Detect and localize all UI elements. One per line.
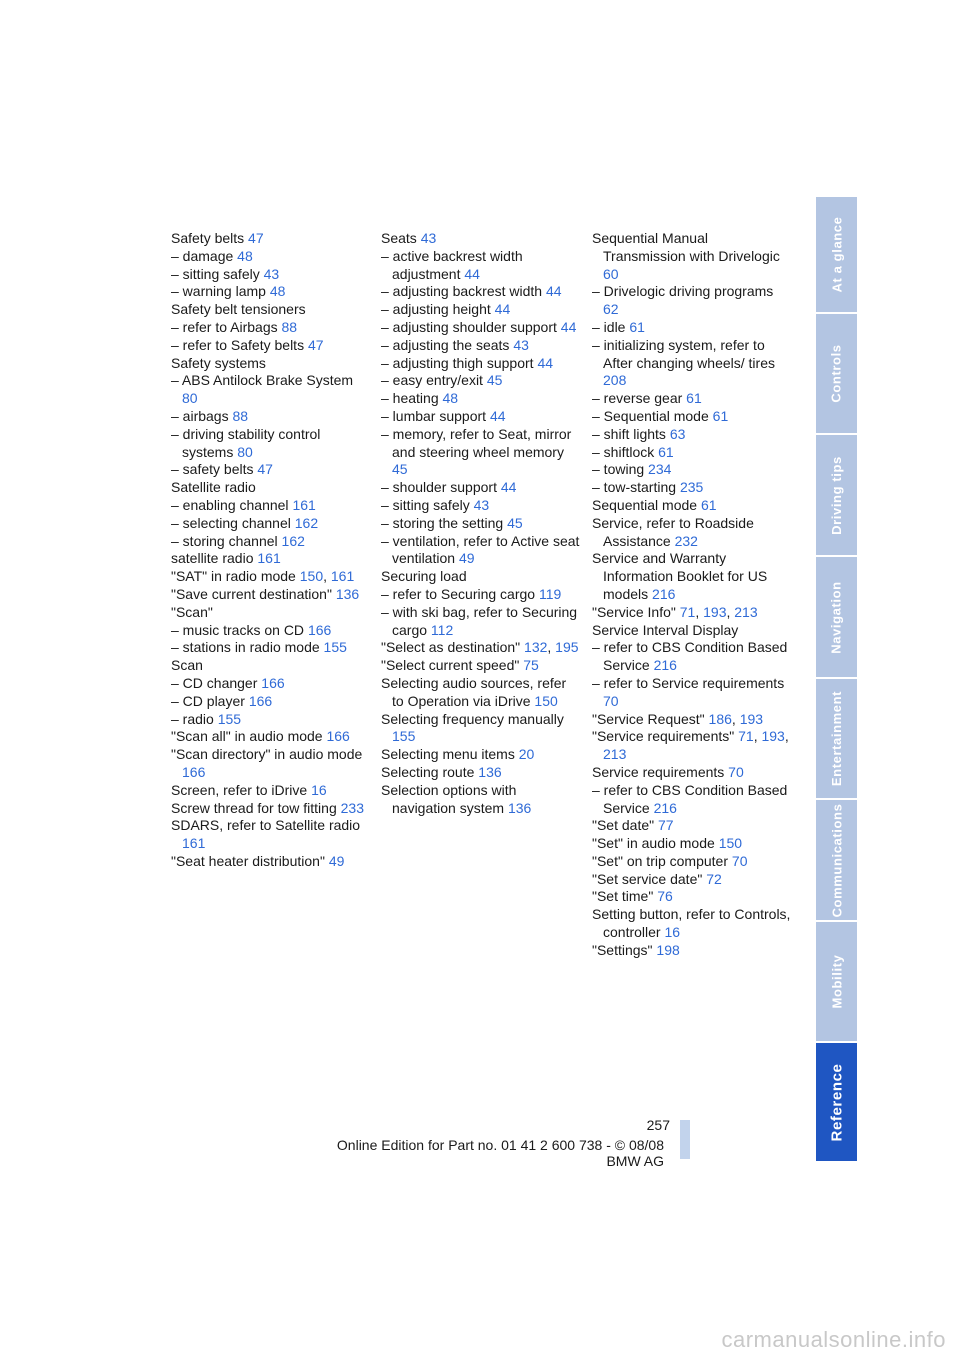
page-ref-link[interactable]: 80 bbox=[237, 443, 253, 460]
entry-term: "Set time" bbox=[592, 888, 654, 905]
entry-term: – refer to Service requirements bbox=[592, 674, 785, 691]
index-entry bbox=[381, 372, 581, 390]
sidebar-tab-reference[interactable] bbox=[816, 1043, 857, 1161]
page-ref-link[interactable]: 48 bbox=[237, 247, 253, 264]
index-entry bbox=[171, 533, 371, 551]
entry-term: "Save current destination" bbox=[171, 585, 332, 602]
page-ref-link[interactable]: 62 bbox=[603, 301, 619, 318]
index-entry bbox=[381, 230, 581, 248]
entry-term: "Service Request" bbox=[592, 710, 705, 727]
entry-term: – refer to Safety belts bbox=[171, 336, 305, 353]
entry-term: – music tracks on CD bbox=[171, 621, 305, 638]
entry-term: "Set service date" bbox=[592, 870, 703, 887]
page-ref-link[interactable]: 150 bbox=[534, 692, 558, 709]
entry-term: – enabling channel bbox=[171, 496, 289, 513]
sidebar-tab-label: Entertainment bbox=[829, 690, 845, 787]
index-entry bbox=[592, 906, 792, 942]
page-ref-link[interactable]: 43 bbox=[473, 496, 490, 513]
index-entry bbox=[171, 746, 371, 782]
index-entry bbox=[381, 301, 581, 319]
page-ref-link[interactable]: 161 bbox=[182, 835, 206, 852]
index-entry bbox=[171, 515, 371, 533]
sidebar-tab-entertainment[interactable] bbox=[816, 679, 857, 798]
page-ref-link[interactable]: 136 bbox=[478, 763, 502, 780]
entry-term: Screen, refer to iDrive bbox=[171, 781, 308, 798]
index-entry bbox=[592, 675, 792, 711]
page-ref-link[interactable]: 166 bbox=[182, 763, 206, 780]
watermark bbox=[0, 1321, 960, 1358]
page-ref-link[interactable]: 61 bbox=[686, 390, 702, 407]
index-entry bbox=[381, 408, 581, 426]
page-ref-link[interactable]: 75 bbox=[523, 657, 539, 674]
entry-term: "Seat heater distribution" bbox=[171, 852, 325, 869]
index-column-2 bbox=[381, 230, 581, 817]
page-ref-link[interactable]: 88 bbox=[281, 318, 298, 335]
sidebar-tab-controls[interactable] bbox=[816, 314, 857, 433]
page-ref-link[interactable]: 44 bbox=[489, 407, 506, 424]
sidebar-tab-driving-tips[interactable] bbox=[816, 435, 857, 555]
index-entry bbox=[592, 835, 792, 853]
page-ref-link[interactable]: 208 bbox=[603, 372, 627, 389]
index-entry bbox=[171, 657, 371, 675]
page-ref-link[interactable]: 44 bbox=[494, 301, 511, 318]
entry-term: "SAT" in radio mode bbox=[171, 568, 296, 585]
index-entry bbox=[592, 871, 792, 889]
entry-term: "Select current speed" bbox=[381, 657, 520, 674]
entry-term: "Scan directory" in audio mode bbox=[171, 746, 363, 763]
page-ref-link[interactable]: 48 bbox=[442, 390, 459, 407]
entry-term: Service Interval Display bbox=[592, 621, 739, 638]
page-ref-link[interactable]: 155 bbox=[392, 728, 416, 745]
page-ref-link[interactable]: 213 bbox=[603, 746, 627, 763]
sidebar-tab-label: Communications bbox=[829, 803, 845, 917]
entry-term: – initializing system, refer to After changing wheels/ tires bbox=[592, 336, 775, 371]
page-ref-link[interactable]: 216 bbox=[653, 657, 677, 674]
entry-term: "Settings" bbox=[592, 941, 653, 958]
entry-term: Service and Warranty Information Booklet for US models bbox=[592, 550, 768, 602]
sidebar-tab-mobility[interactable] bbox=[816, 922, 857, 1041]
index-entry bbox=[381, 764, 581, 782]
page-ref-link[interactable]: 16 bbox=[664, 924, 681, 941]
entry-term: Screw thread for tow fitting bbox=[171, 799, 337, 816]
page-ref-link[interactable]: 162 bbox=[281, 532, 305, 549]
entry-term: – refer to Airbags bbox=[171, 318, 278, 335]
entry-term: "Scan all" in audio mode bbox=[171, 728, 323, 745]
sidebar-tab-communications[interactable] bbox=[816, 800, 857, 920]
page-ref-link[interactable]: 213 bbox=[734, 603, 758, 620]
entry-term: – shoulder support bbox=[381, 479, 497, 496]
index-entry bbox=[381, 657, 581, 675]
entry-term: – radio bbox=[171, 710, 214, 727]
page-ref-link[interactable]: 119 bbox=[538, 585, 562, 602]
index-entry bbox=[171, 319, 371, 337]
page-ref-link[interactable]: 161 bbox=[292, 496, 316, 513]
index-entry bbox=[171, 301, 371, 319]
entry-term: satellite radio bbox=[171, 550, 254, 567]
page-ref-link[interactable]: 77 bbox=[657, 817, 674, 834]
page-ref-link[interactable]: 71 bbox=[738, 728, 754, 745]
page-ref-link[interactable]: 61 bbox=[658, 443, 674, 460]
page-ref-link[interactable]: 43 bbox=[420, 230, 437, 246]
entry-term: – refer to CBS Condition Based Service bbox=[592, 781, 788, 816]
index-entry bbox=[592, 230, 792, 283]
index-entry bbox=[592, 764, 792, 782]
index-entry bbox=[171, 622, 371, 640]
watermark-text: carmanualsonline.info bbox=[721, 1326, 946, 1352]
entry-term: Selecting route bbox=[381, 763, 475, 780]
sidebar-tab-navigation[interactable] bbox=[816, 557, 857, 677]
edition-note: Online Edition for Part no. 01 41 2 600 738 - © 08/08 BMW AG bbox=[336, 1137, 664, 1169]
index-entry bbox=[171, 675, 371, 693]
page-ref-link[interactable]: 45 bbox=[392, 461, 408, 478]
index-entry bbox=[381, 533, 581, 569]
entry-term: "Service Info" bbox=[592, 603, 676, 620]
index-entry bbox=[171, 782, 371, 800]
entry-term: – Sequential mode bbox=[592, 407, 709, 424]
entry-term: – ventilation, refer to Active seat ventilation bbox=[381, 532, 580, 567]
page-ref-link[interactable]: 88 bbox=[232, 407, 249, 424]
index-entry bbox=[171, 800, 371, 818]
index-entry: "SAT" in radio mode 150, 161 bbox=[171, 568, 355, 585]
index-entry bbox=[592, 942, 792, 960]
entry-term: – refer to Securing cargo bbox=[381, 585, 536, 602]
page-ref-link[interactable]: 47 bbox=[248, 230, 264, 246]
entry-term: – refer to CBS Condition Based Service bbox=[592, 639, 788, 674]
index-entry bbox=[171, 586, 371, 604]
page-ref-link[interactable]: 43 bbox=[263, 265, 280, 282]
page-ref-link[interactable]: 48 bbox=[269, 283, 286, 300]
page-ref-link[interactable]: 195 bbox=[555, 639, 579, 656]
entry-term: – towing bbox=[592, 461, 645, 478]
page-ref-link[interactable]: 45 bbox=[507, 514, 523, 531]
index-entry: "Select as destination" 132, 195 bbox=[381, 639, 579, 656]
page-ref-link[interactable]: 47 bbox=[257, 461, 273, 478]
page-ref-link[interactable]: 150 bbox=[718, 835, 743, 852]
page-ref-link[interactable]: 44 bbox=[537, 354, 554, 371]
index-entry bbox=[171, 461, 371, 479]
page-ref-link[interactable]: 198 bbox=[656, 941, 680, 958]
index-entry bbox=[592, 888, 792, 906]
entry-term: – easy entry/exit bbox=[381, 372, 483, 389]
entry-term: Selecting menu items bbox=[381, 746, 515, 763]
page-ref-link[interactable]: 193 bbox=[703, 603, 727, 620]
entry-term: – active backrest width adjustment bbox=[381, 247, 523, 282]
page-ref-link[interactable]: 47 bbox=[307, 336, 324, 353]
entry-term: Service, refer to Roadside Assistance bbox=[592, 514, 754, 549]
entry-term: Sequential mode bbox=[592, 496, 698, 513]
sidebar-tab-label: At a glance bbox=[829, 216, 844, 293]
entry-term: – lumbar support bbox=[381, 407, 487, 424]
index-entry bbox=[381, 355, 581, 373]
entry-term: – storing the setting bbox=[381, 514, 504, 531]
entry-term: – ABS Antilock Brake System bbox=[171, 372, 354, 389]
index-entry bbox=[592, 444, 792, 462]
page-ref-link[interactable]: 49 bbox=[458, 550, 475, 567]
sidebar-tab-at-a-glance[interactable] bbox=[816, 197, 857, 312]
index-entry bbox=[171, 853, 371, 871]
entry-term: – adjusting height bbox=[381, 301, 491, 318]
page-ref-link[interactable]: 61 bbox=[629, 318, 645, 335]
entry-term: Selection options with navigation system bbox=[381, 781, 517, 816]
index-entry bbox=[592, 622, 792, 640]
entry-term: – adjusting shoulder support bbox=[381, 318, 557, 335]
page-number: 257 bbox=[646, 1117, 670, 1133]
entry-term: – selecting channel bbox=[171, 514, 291, 531]
entry-term: Service requirements bbox=[592, 763, 725, 780]
index-entry bbox=[381, 390, 581, 408]
entry-term: "Set date" bbox=[592, 817, 655, 834]
index-entry: "Service Info" 71, 193, 213 bbox=[592, 603, 758, 620]
page-ref-link[interactable]: 162 bbox=[294, 514, 319, 531]
entry-term: – tow-starting bbox=[592, 479, 677, 496]
page-ref-link[interactable]: 161 bbox=[330, 568, 355, 585]
index-entry bbox=[171, 337, 371, 355]
index-entry bbox=[171, 266, 371, 284]
page-ref-link[interactable]: 166 bbox=[261, 674, 285, 691]
page-ref-link[interactable]: 166 bbox=[326, 728, 350, 745]
sidebar-tab-label: Mobility bbox=[829, 954, 844, 1009]
entry-term: "Set" on trip computer bbox=[592, 852, 729, 869]
page-ref-link[interactable]: 136 bbox=[335, 585, 360, 602]
page-ref-link[interactable]: 166 bbox=[248, 692, 273, 709]
index-entry bbox=[381, 746, 581, 764]
entry-term: "Set" in audio mode bbox=[592, 835, 715, 852]
sidebar-tab-label: Reference bbox=[828, 1063, 846, 1141]
entry-term: Setting button, refer to Controls, controller bbox=[592, 906, 791, 941]
index-entry bbox=[592, 337, 792, 390]
page-ref-link[interactable]: 193 bbox=[761, 728, 785, 745]
index-entry bbox=[381, 711, 581, 747]
entry-term: – heating bbox=[381, 390, 439, 407]
page-ref-link[interactable]: 155 bbox=[217, 710, 242, 727]
index-entry bbox=[171, 497, 371, 515]
chapter-sidebar bbox=[816, 197, 857, 1161]
index-entry bbox=[381, 782, 581, 818]
index-entry bbox=[592, 782, 792, 818]
index-entry bbox=[171, 693, 371, 711]
page-ref-link[interactable]: 233 bbox=[340, 799, 364, 816]
entry-term: "Service requirements" bbox=[592, 728, 735, 745]
index-entry bbox=[381, 426, 581, 479]
entry-term: "Scan" bbox=[171, 603, 213, 620]
page-ref-link[interactable]: 44 bbox=[545, 283, 562, 300]
page-ref-link[interactable]: 44 bbox=[500, 479, 517, 496]
page-ref-link[interactable]: 44 bbox=[560, 318, 577, 335]
index-column-3 bbox=[592, 230, 792, 960]
index-entry bbox=[592, 319, 792, 337]
page-ref-link[interactable]: 232 bbox=[674, 532, 698, 549]
index-entry bbox=[381, 283, 581, 301]
index-entry bbox=[171, 817, 371, 853]
page-ref-link[interactable]: 235 bbox=[679, 479, 704, 496]
index-entry bbox=[592, 426, 792, 444]
page-ref-link[interactable]: 63 bbox=[669, 425, 686, 442]
entry-term: Selecting audio sources, refer to Operation via iDrive bbox=[381, 674, 567, 709]
page-ref-link[interactable]: 155 bbox=[323, 639, 347, 656]
index-entry bbox=[592, 853, 792, 871]
entry-term: – sitting safely bbox=[381, 496, 470, 513]
index-column-1 bbox=[171, 230, 371, 871]
sidebar-tab-label: Controls bbox=[829, 344, 844, 403]
entry-term: – CD player bbox=[171, 692, 245, 709]
page-ref-link[interactable]: 216 bbox=[652, 585, 676, 602]
index-entry bbox=[381, 479, 581, 497]
entry-term: – damage bbox=[171, 247, 234, 264]
page-ref-link[interactable]: 61 bbox=[700, 496, 717, 513]
index-entry bbox=[171, 230, 371, 248]
page-ref-link[interactable]: 61 bbox=[712, 407, 729, 424]
entry-term: – with ski bag, refer to Securing cargo bbox=[381, 603, 578, 638]
entry-term: – shift lights bbox=[592, 425, 666, 442]
page-ref-link[interactable]: 186 bbox=[708, 710, 732, 727]
page-ref-link[interactable]: 150 bbox=[299, 568, 324, 585]
page-ref-link[interactable]: 76 bbox=[657, 888, 673, 905]
index-entry bbox=[592, 461, 792, 479]
index-entry bbox=[171, 283, 371, 301]
entry-term: Securing load bbox=[381, 568, 467, 585]
entry-term: – idle bbox=[592, 318, 626, 335]
page-ref-link[interactable]: 45 bbox=[486, 372, 503, 389]
entry-term: – warning lamp bbox=[171, 283, 266, 300]
index-entry bbox=[171, 728, 371, 746]
index-entry bbox=[592, 550, 792, 603]
page-ref-link[interactable]: 43 bbox=[513, 336, 529, 353]
index-entry bbox=[171, 408, 371, 426]
page-ref-link[interactable]: 70 bbox=[728, 763, 744, 780]
entry-term: – sitting safely bbox=[171, 265, 260, 282]
entry-term: – shiftlock bbox=[592, 443, 655, 460]
index-entry bbox=[171, 372, 371, 408]
page-ref-link[interactable]: 112 bbox=[430, 621, 454, 638]
page-ref-link[interactable]: 136 bbox=[507, 799, 532, 816]
entry-term: Safety belt tensioners bbox=[171, 301, 306, 318]
entry-term: – Drivelogic driving programs bbox=[592, 283, 774, 300]
index-entry bbox=[381, 586, 581, 604]
index-entry: "Service requirements" 71, 193, 213 bbox=[592, 728, 789, 763]
page-ref-link[interactable]: 44 bbox=[464, 265, 480, 282]
entry-term: – adjusting the seats bbox=[381, 336, 510, 353]
index-entry bbox=[381, 675, 581, 711]
sidebar-tab-label: Driving tips bbox=[829, 455, 844, 535]
page-ref-link[interactable]: 161 bbox=[257, 550, 281, 567]
entry-term: – CD changer bbox=[171, 674, 258, 691]
entry-term: – adjusting thigh support bbox=[381, 354, 534, 371]
entry-term: – safety belts bbox=[171, 461, 254, 478]
entry-term: – driving stability control systems bbox=[171, 425, 321, 460]
index-entry bbox=[171, 639, 371, 657]
entry-term: – reverse gear bbox=[592, 390, 683, 407]
entry-term: Satellite radio bbox=[171, 479, 256, 496]
index-entry bbox=[592, 283, 792, 319]
index-entry bbox=[381, 604, 581, 640]
index-entry bbox=[171, 248, 371, 266]
entry-term: – adjusting backrest width bbox=[381, 283, 543, 300]
index-entry bbox=[381, 497, 581, 515]
page-ref-link[interactable]: 20 bbox=[518, 746, 535, 763]
entry-term: Safety systems bbox=[171, 354, 266, 371]
footer-accent-bar bbox=[680, 1120, 690, 1159]
entry-term: Scan bbox=[171, 657, 203, 674]
entry-term: – stations in radio mode bbox=[171, 639, 320, 656]
index-entry bbox=[592, 479, 792, 497]
index-entry bbox=[592, 515, 792, 551]
page-ref-link[interactable]: 49 bbox=[328, 852, 345, 869]
index-entry bbox=[381, 248, 581, 284]
page-ref-link[interactable]: 216 bbox=[653, 799, 677, 816]
index-entry bbox=[381, 515, 581, 533]
index-entry bbox=[592, 408, 792, 426]
page-ref-link[interactable]: 71 bbox=[679, 603, 696, 620]
index-entry bbox=[381, 337, 581, 355]
sidebar-tab-label: Navigation bbox=[829, 580, 844, 654]
page-ref-link[interactable]: 60 bbox=[603, 265, 619, 282]
index-entry bbox=[381, 568, 581, 586]
entry-term: Seats bbox=[381, 230, 417, 246]
index-entry: "Service Request" 186, 193 bbox=[592, 710, 764, 727]
entry-term: Safety belts bbox=[171, 230, 245, 246]
entry-term: "Select as destination" bbox=[381, 639, 521, 656]
index-entry bbox=[592, 817, 792, 835]
entry-term: SDARS, refer to Satellite radio bbox=[171, 817, 361, 834]
index-entry bbox=[592, 497, 792, 515]
page-ref-link[interactable]: 70 bbox=[731, 852, 748, 869]
entry-term: – storing channel bbox=[171, 532, 278, 549]
index-entry bbox=[381, 319, 581, 337]
page-ref-link[interactable]: 72 bbox=[706, 870, 722, 887]
index-entry bbox=[171, 604, 371, 622]
page-ref-link[interactable]: 132 bbox=[524, 639, 548, 656]
page-ref-link[interactable]: 234 bbox=[648, 461, 672, 478]
page-ref-link[interactable]: 166 bbox=[307, 621, 332, 638]
entry-term: – memory, refer to Seat, mirror and steering wheel memory bbox=[381, 425, 572, 460]
index-entry bbox=[592, 639, 792, 675]
page-ref-link[interactable]: 16 bbox=[311, 781, 327, 798]
page-ref-link[interactable]: 80 bbox=[182, 390, 198, 407]
index-entry bbox=[171, 711, 371, 729]
page-ref-link[interactable]: 70 bbox=[603, 692, 619, 709]
index-entry bbox=[171, 479, 371, 497]
index-entry bbox=[171, 426, 371, 462]
index-entry bbox=[592, 390, 792, 408]
page-ref-link[interactable]: 193 bbox=[739, 710, 764, 727]
entry-term: Selecting frequency manually bbox=[381, 710, 564, 727]
index-entry bbox=[171, 550, 371, 568]
entry-term: – airbags bbox=[171, 407, 229, 424]
index-entry bbox=[171, 355, 371, 373]
entry-term: Sequential Manual Transmission with Drivelogic bbox=[592, 230, 780, 264]
